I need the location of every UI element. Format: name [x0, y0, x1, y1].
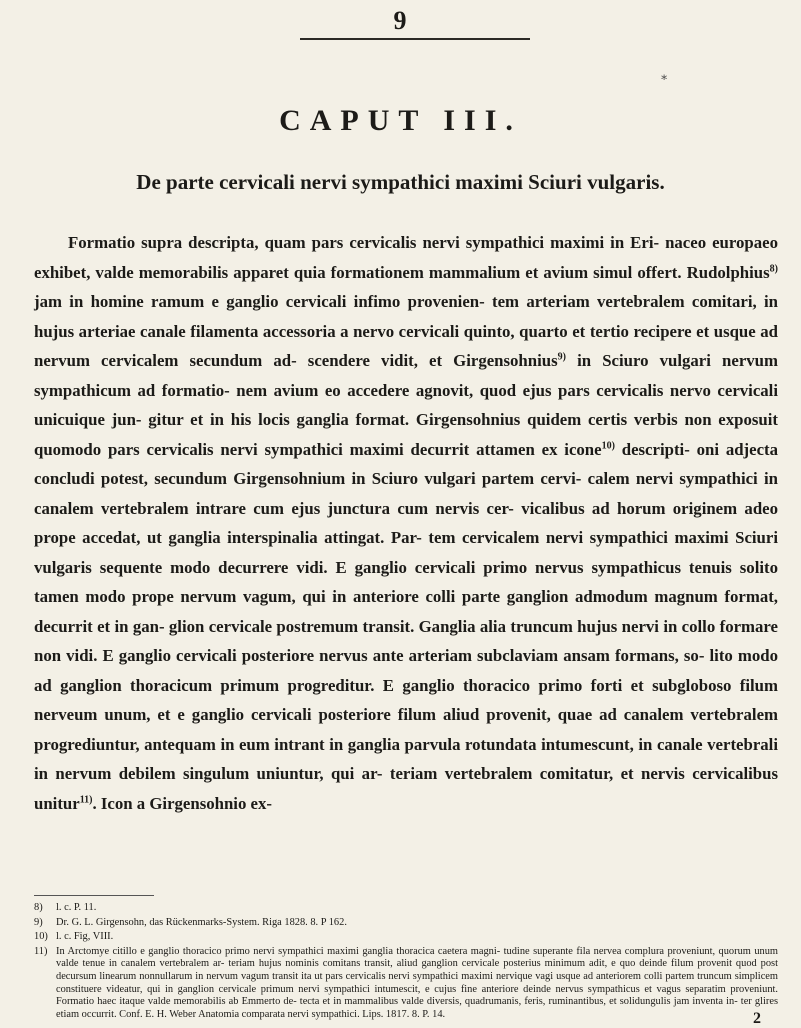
body-text-2: jam in homine ramum e ganglio cervicali infimo provenien- tem arteriam vertebralem comitari, in hujus arteriae canale filamenta accessoria a nervo cervicali quinto, quarto et tertio recipere et usque ad nervum cervicalem secundum ad- scendere vidit, et Girgensohnius	[34, 292, 778, 370]
footnote-8	[34, 902, 778, 915]
section-title: De parte cervicali nervi sympathici maximi Sciuri vulgaris.	[136, 170, 665, 194]
header-rule	[300, 38, 530, 40]
footnote-rule	[34, 895, 154, 896]
footnote-11	[34, 946, 778, 1022]
page-number: 9	[393, 6, 408, 35]
footnote-10	[34, 931, 778, 944]
footnote-ref-9: 9)	[557, 351, 566, 363]
asterisk-mark: ∗	[660, 70, 669, 84]
body-text-1: Formatio supra descripta, quam pars cervicalis nervi sympathici maximi in Eri- naceo europaeo exhibet, valde memorabilis apparet quia formationem mammalium et avium simul offert. Rudolphius	[34, 233, 778, 282]
footnote-mark-9: 9)	[34, 916, 43, 928]
body-paragraph	[34, 228, 778, 818]
footnote-text-8: l. c. P. 11.	[56, 902, 97, 913]
footnotes	[34, 902, 778, 1023]
footnote-mark-11: 11)	[34, 945, 48, 957]
signature-mark: 2	[753, 1010, 761, 1027]
footnote-mark-8: 8)	[34, 902, 43, 913]
footnote-text-11: In Arctomye citillo e ganglio thoracico primo nervi sympathici maximi ganglia thoracica caetera magni- tudine superante fila nervea complura proveniunt, quorum unum valde tenue in canalem vertebralem ar- teriam hujus nominis comitans transit, aliud ganglion cervicale posterius minimum adit, e quo deinde filum provenit quod post decursum linearum nonnullarum in nervum vagum transit ita ut pars cervicalis nervi sympathici maximi nervique vagi usque ad anteriorem colli partem truncum simplicem constituere videatur, qui in ganglion cervicale primum nervi sympathici intumescit, e cujus fine anteriore deinde nervus sympathicus et vagus separatim proveniunt. Formatio haec itaque valde memorabilis ab Emmerto de- tecta et in mammalibus valde diversis, quadrumanis, feris, ruminantibus, et solidungulis jam inventa in- ter glires etiam occurrit. Conf. E. H. Weber Anatomia comparata nervi sympathici. Lips. 1817. 8. P. 14.	[56, 945, 778, 1020]
body-text-3: in Sciuro vulgari nervum sympathicum ad formatio- nem avium eo accedere agnovit, quod ejus pars cervicalis nervo cervicali unicuique jun- gitur et in his locis ganglia format. Girgensohnius quidem certis verbis non exposuit quomodo pars cervicalis nervi sympathici maximi decurrit attamen ex icone	[34, 351, 778, 459]
footnote-text-9: Dr. G. L. Girgensohn, das Rückenmarks-System. Riga 1828. 8. P 162.	[56, 916, 347, 928]
body-text-4: descripti- oni adjecta concludi potest, secundum Girgensohnium in Sciuro vulgari partem cervi- calem nervi sympathici in canalem vertebralem intrare cum ejus junctura cum nervis cer- vicalibus ad horum originem adeo prope accedat, ut ganglia interspinalia attingat. Par- tem cervicalem nervi sympathici maximi Sciuri vulgaris sequente modo decurrere vidi. E ganglio cervicali primo nervus sympathicus tenuis solito tamen modo prope nervum vagum, qui in anteriore colli parte ganglion admodum magnum format, decurrit et in gan- glion cervicale postremum transit. Ganglia alia truncum hujus nervi in collo formare non vidi. E ganglio cervicali posteriore nervus ante arteriam subclaviam ansam formans, so- lito modo ad ganglion thoracicum primum progreditur. E ganglio thoracico primo forti et subgloboso filum nerveum unum, et e ganglio cervicali posteriore filum aliud provenit, quae ad canalem vertebralem progrediuntur, antequam in eum intrant in ganglia parvula rotundata intumescunt, in canale vertebrali in nervum debilem singulum uniuntur, qui ar- teriam vertebralem comitatur, et nervis cervicalibus unitur	[34, 439, 779, 813]
body-text-5: . Icon a Girgensohnio ex-	[92, 793, 272, 813]
footnote-text-10: l. c. Fig, VIII.	[56, 931, 114, 943]
footnote-mark-10: 10)	[34, 931, 48, 943]
footnote-ref-8: 8)	[769, 262, 778, 274]
chapter-title: CAPUT III.	[279, 104, 522, 137]
footnote-9	[34, 917, 778, 930]
footnote-ref-11: 11)	[79, 793, 93, 805]
footnote-ref-10: 10)	[601, 439, 615, 451]
